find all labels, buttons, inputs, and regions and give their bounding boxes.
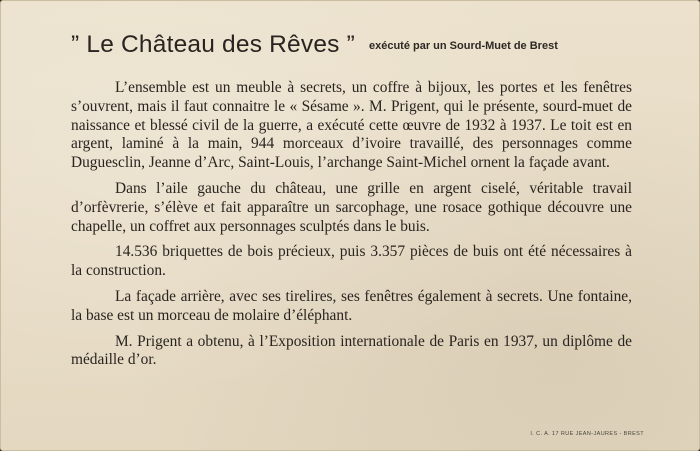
paragraph: 14.536 briquettes de bois précieux, puis 3.357 pièces de buis ont été nécessaires à la construction. (71, 243, 632, 280)
page-title: ” Le Château des Rêves ” (71, 31, 355, 58)
paragraph: La façade arrière, avec ses tirelires, ses fenêtres également à secrets. Une fontaine, la base est un morceau de molaire d’éléphant. (71, 287, 632, 324)
paragraph: Dans l’aile gauche du château, une grille en argent ciselé, véritable travail d’orfèvrerie, s’élève et fait apparaître un sarcophage, une rosace gothique découvre une chapelle, un coffret aux personnages sculptés dans le buis. (71, 179, 632, 235)
printer-imprint: I. C. A. 17 RUE JEAN-JAURES - BREST (530, 431, 644, 437)
paragraph: M. Prigent a obtenu, à l’Exposition internationale de Paris en 1937, un diplôme de médaille d’or. (71, 332, 632, 369)
paragraph: L’ensemble est un meuble à secrets, un coffre à bijoux, les portes et les fenêtres s’ouvrent, mais il faut connaitre le « Sésame ». M. Prigent, qui le présente, sourd-muet de naissance et blessé civil de la guerre, a exécuté cette œuvre de 1932 à 1937. Le toit est en argent, laminé à la main, 944 morceaux d’ivoire travaillé, des personnages comme Duguesclin, Jeanne d’Arc, Saint-Louis, l’archange Saint-Michel ornent la façade avant. (71, 79, 632, 172)
header (71, 31, 671, 71)
body-text (71, 79, 632, 377)
subtitle: exécuté par un Sourd-Muet de Brest (368, 40, 558, 52)
